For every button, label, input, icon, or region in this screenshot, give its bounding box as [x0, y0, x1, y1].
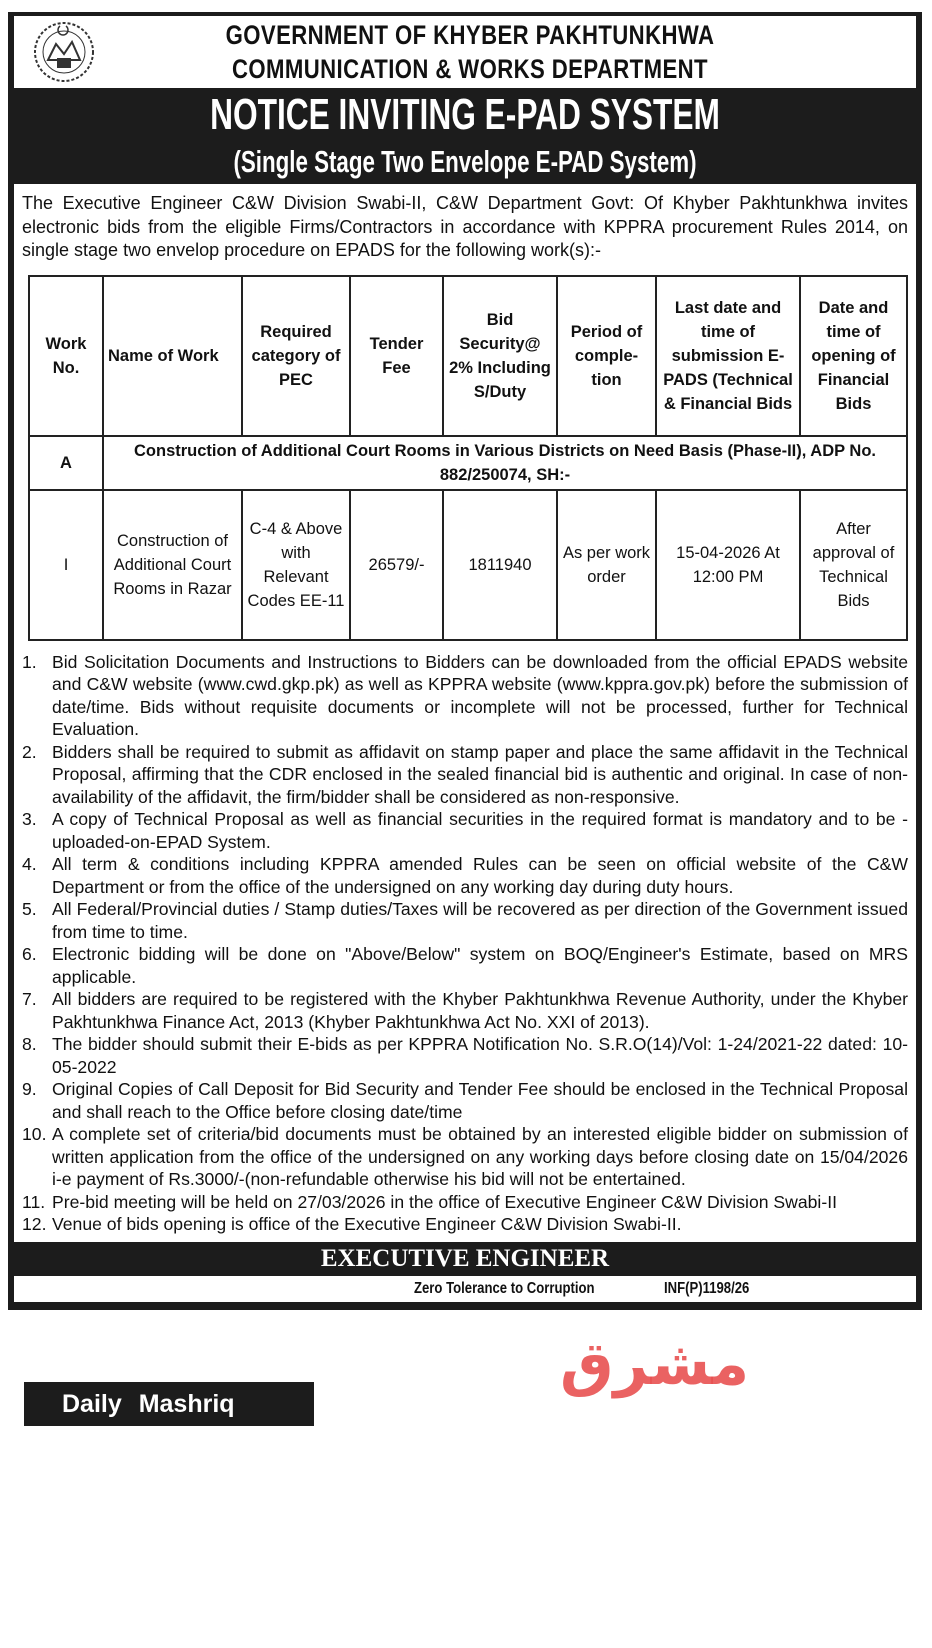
- notice-title: NOTICE INVITING E-PAD SYSTEM: [210, 90, 720, 139]
- slogan: Zero Tolerance to Corruption: [414, 1279, 595, 1297]
- list-item: 3. A copy of Technical Proposal as well as financial securities in the required format is mandatory and to be -uploaded-on-EPAD System.: [22, 809, 908, 852]
- kp-government-emblem-icon: [30, 18, 98, 84]
- section-title: Construction of Additional Court Rooms in Various Districts on Need Basis (Phase-II), ADP No. 882/250074, SH:-: [103, 436, 907, 490]
- department-name: COMMUNICATION & WORKS DEPARTMENT: [232, 54, 708, 84]
- notice-subtitle: (Single Stage Two Envelope E-PAD System): [233, 144, 697, 179]
- cell-pec-category: C-4 & Above with Relevant Codes EE-11: [242, 490, 350, 640]
- list-item: 1. Bid Solicitation Documents and Instructions to Bidders can be downloaded from the official EPADS website and C&W website (www.cwd.gkp.pk) as well as KPPRA website (www.kppra.gov.pk) before the submission of date/time. Bids without requisite documents or incomplete will not be processed, further for Technical Evaluation.: [22, 651, 908, 739]
- cell-bid-security: 1811940: [443, 490, 557, 640]
- section-number: A: [29, 436, 103, 490]
- list-item: 6. Electronic bidding will be done on "Above/Below" system on BOQ/Engineer's Estimate, based on MRS applicable.: [22, 944, 908, 987]
- column-header: Name of Work: [103, 276, 242, 436]
- column-header: Required category of PEC: [242, 276, 350, 436]
- list-item: 11. Pre-bid meeting will be held on 27/03/2026 in the office of Executive Engineer C&W Division Swabi-II: [22, 1191, 837, 1212]
- reference-number: INF(P)1198/26: [664, 1279, 750, 1297]
- list-item: 7. All bidders are required to be registered with the Khyber Pakhtunkhwa Revenue Authority, under the Khyber Pakhtunkhwa Finance Act, 2013 (Khyber Pakhtunkhwa Act No. XXI of 2013).: [22, 989, 908, 1032]
- cell-tender-fee: 26579/-: [350, 490, 443, 640]
- government-name: GOVERNMENT OF KHYBER PAKHTUNKHWA: [225, 20, 715, 50]
- cell-submission-date: 15-04-2026 At 12:00 PM: [656, 490, 800, 640]
- notice-frame: [8, 12, 922, 1310]
- list-item: 2. Bidders shall be required to submit as affidavit on stamp paper and place the same affidavit in the Technical Proposal, affirming that the CDR enclosed in the sealed financial bid is authentic and original. In case of non-availability of the affidavit, the firm/bidder shall be considered as non-responsive.: [22, 741, 908, 807]
- cell-name-of-work: Construction of Additional Court Rooms in Razar: [103, 490, 242, 640]
- footer-band: [14, 1276, 916, 1302]
- cell-opening-date: After approval of Technical Bids: [800, 490, 907, 640]
- bottom-area: [0, 1310, 932, 1426]
- intro-paragraph: The Executive Engineer C&W Division Swabi-II, C&W Department Govt: Of Khyber Pakhtunkhwa invites electronic bids from the eligible Firms/Contractors in accordance with KPPRA procurement Rules 2014, on single stage two envelop procedure on EPADS for the following work(s):-: [22, 193, 908, 260]
- column-header: Last date and time of submission E-PADS (Technical & Financial Bids: [656, 276, 800, 436]
- section-row: [29, 436, 907, 490]
- list-item: 12. Venue of bids opening is office of the Executive Engineer C&W Division Swabi-II.: [22, 1214, 682, 1234]
- newspaper-watermark: مشرق: [560, 1328, 750, 1399]
- cell-work-no: I: [29, 490, 103, 640]
- list-item: 10. A complete set of criteria/bid documents must be obtained by an interested eligible bidder on submission of written application from the office of the undersigned on any working days before closing date on 15/04/2026 i-e payment of Rs.3000/-(non-refundable otherwise his bid will not be entertained.: [22, 1124, 908, 1189]
- list-item: 9. Original Copies of Call Deposit for Bid Security and Tender Fee should be enclosed in the Technical Proposal and shall reach to the Office before closing date/time: [22, 1079, 908, 1122]
- table-row: [29, 490, 907, 640]
- list-item: 4. All term & conditions including KPPRA amended Rules can be seen on official website of the C&W Department or from the office of the undersigned on any working day during duty hours.: [22, 854, 908, 897]
- list-item: 8. The bidder should submit their E-bids as per KPPRA Notification No. S.R.O(14)/Vol: 1-24/2021-22 dated: 10-05-2022: [22, 1034, 908, 1077]
- column-header: Tender Fee: [350, 276, 443, 436]
- signatory-title: EXECUTIVE ENGINEER: [320, 1244, 610, 1272]
- column-header: Work No.: [29, 276, 103, 436]
- table-header-row: [29, 276, 907, 436]
- title-band: [14, 88, 916, 184]
- column-header: Period of comple-tion: [557, 276, 656, 436]
- notice-body: [14, 184, 916, 1242]
- cell-period: As per work order: [557, 490, 656, 640]
- column-header: Bid Security@ 2% Including S/Duty: [443, 276, 557, 436]
- column-header: Date and time of opening of Financial Bids: [800, 276, 907, 436]
- conditions-list: [22, 651, 908, 1236]
- works-table: [28, 275, 908, 641]
- list-item: 5. All Federal/Provincial duties / Stamp duties/Taxes will be recovered as per direction of the Government issued from time to time.: [22, 899, 908, 942]
- header-band: [14, 16, 916, 88]
- newspaper-name: Daily Mashriq: [24, 1382, 314, 1426]
